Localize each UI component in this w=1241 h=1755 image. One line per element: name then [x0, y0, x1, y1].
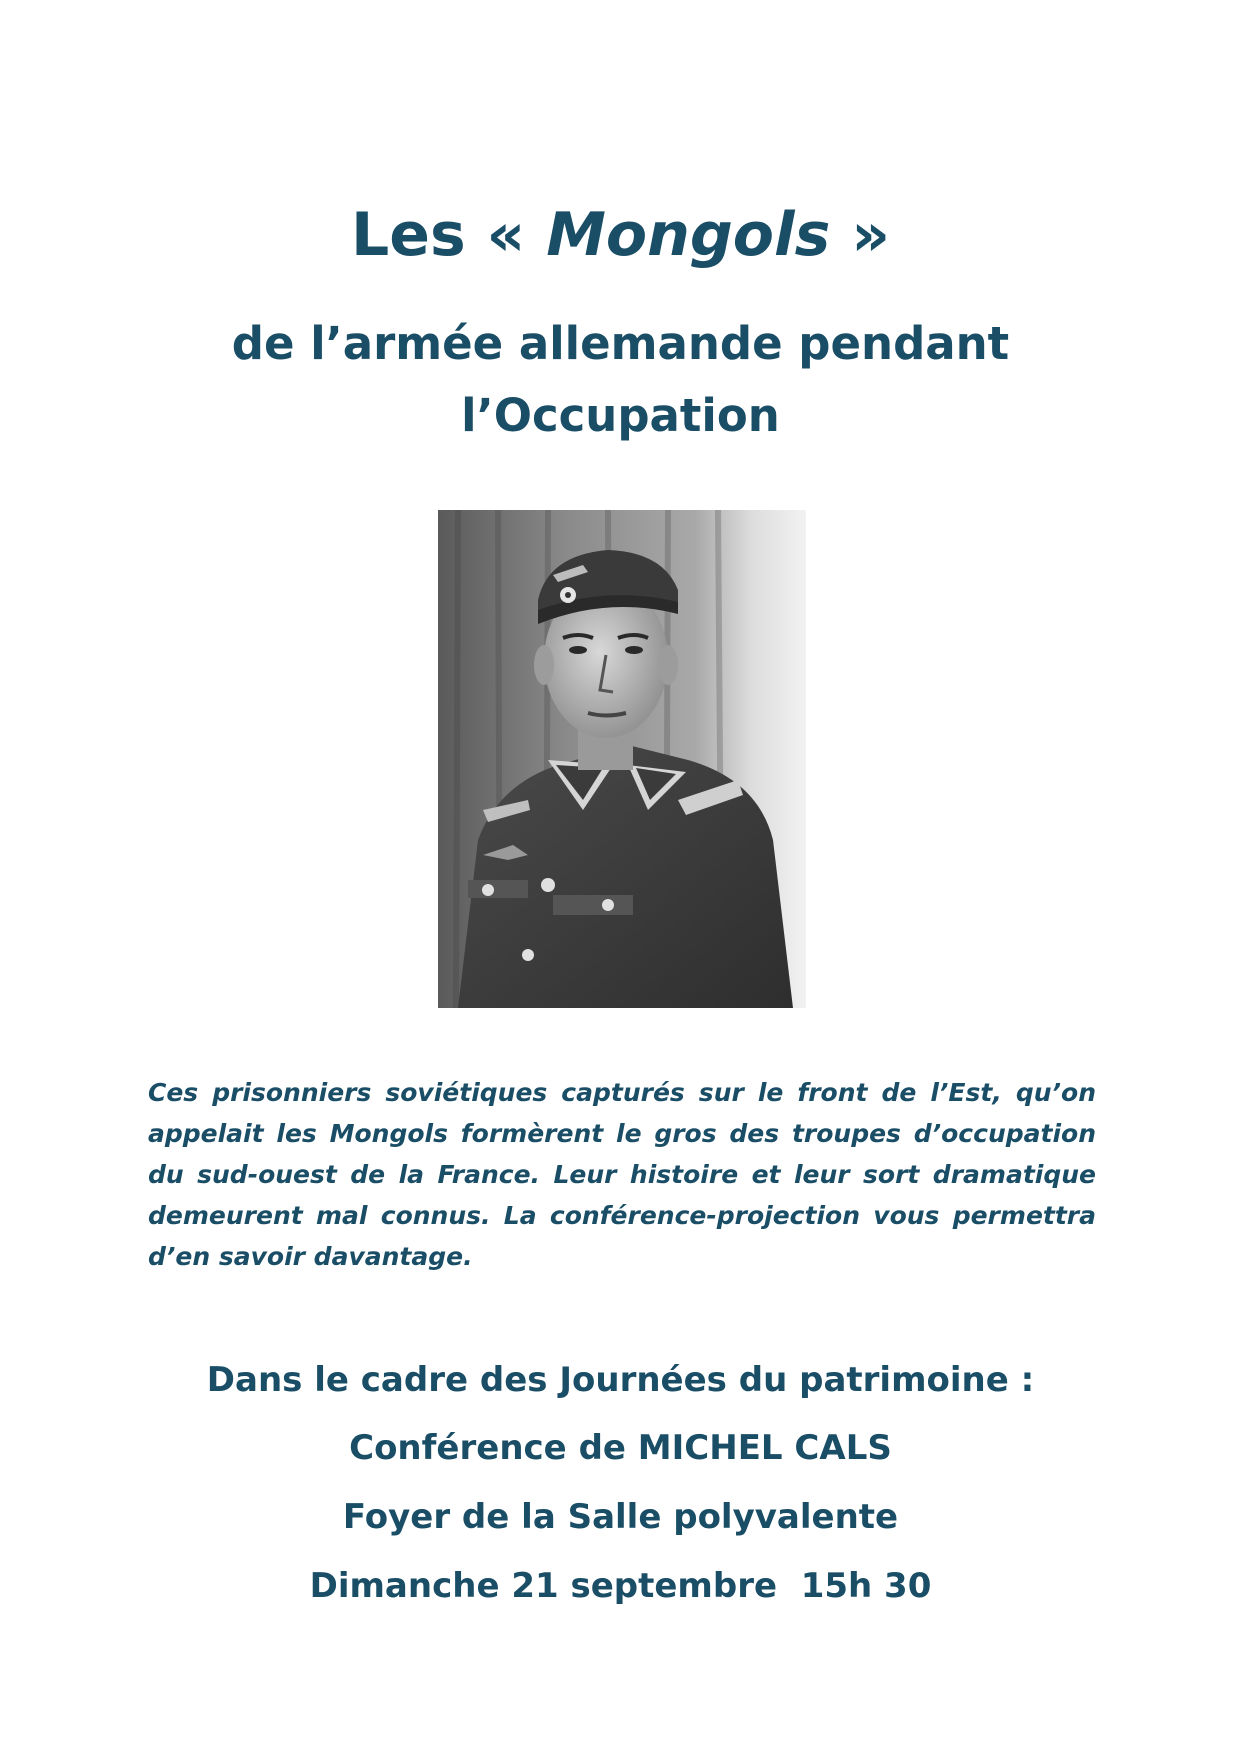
- description-paragraph: Ces prisonniers soviétiques capturés sur le front de l’Est, qu’on appelait les Mongols formèrent le gros des troupes d’occupation du sud-ouest de la France. Leur histoire et leur sort dramatique demeurent mal connus. La conférence-projection vous permettra d’en savoir davantage.: [148, 1078, 1096, 1271]
- title-emphasis: Mongols: [546, 200, 831, 270]
- title-suffix: »: [830, 200, 890, 270]
- poster-title: [0, 200, 1241, 270]
- soldier-portrait-photo: [438, 510, 806, 1008]
- event-speaker: Conférence de MICHEL CALS: [349, 1428, 892, 1468]
- title-prefix: Les «: [351, 200, 547, 270]
- event-venue: Foyer de la Salle polyvalente: [342, 1497, 899, 1537]
- poster-subtitle: de l’armée allemande pendant l’Occupation: [231, 317, 1010, 442]
- event-datetime: Dimanche 21 septembre 15h 30: [309, 1566, 932, 1606]
- event-context: Dans le cadre des Journées du patrimoine :: [206, 1360, 1035, 1400]
